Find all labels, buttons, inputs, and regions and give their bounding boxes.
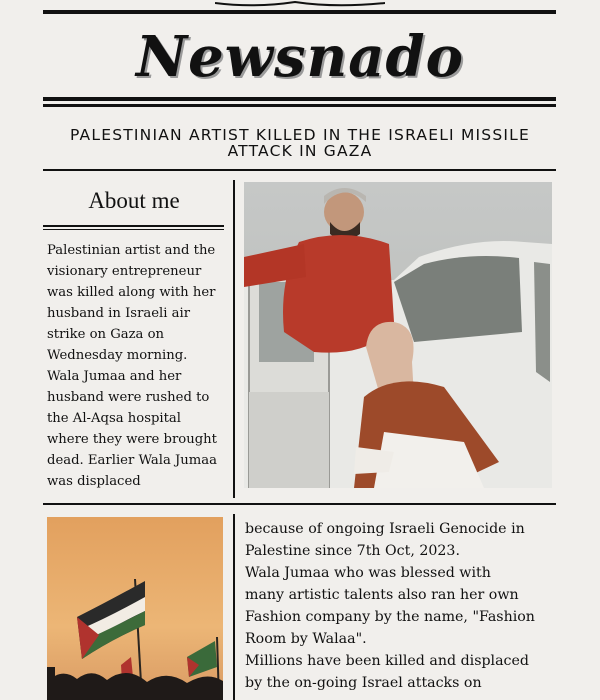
headline: PALESTINIAN ARTIST KILLED IN THE ISRAELI MISSILE ATTACK IN GAZA xyxy=(70,126,530,160)
masthead-bottom-rule xyxy=(43,97,556,101)
protest-photo xyxy=(47,517,223,700)
about-title-rule-2 xyxy=(43,229,224,230)
column-rule xyxy=(233,180,235,498)
column-rule-lower xyxy=(233,514,235,700)
main-photo xyxy=(244,182,552,488)
masthead-title: Newsnado xyxy=(135,24,465,90)
about-text: Palestinian artist and the visionary entrepreneur was killed along with her husband in Israeli air strike on Gaza on Wednesday morning. Wala Jumaa and her husband were rushed to the Al-Aqsa hospital where they were brought dead. Earlier Wala Jumaa was displaced xyxy=(47,243,218,489)
section-rule xyxy=(43,503,556,505)
masthead-top-rule xyxy=(43,10,556,14)
ornament xyxy=(215,0,385,8)
headline-rule xyxy=(43,169,556,171)
about-title-rule xyxy=(43,225,224,227)
about-title: About me xyxy=(88,188,180,213)
continued-text: because of ongoing Israeli Genocide in Palestine since 7th Oct, 2023. Wala Jumaa who was blessed with many artistic talents also ran her own Fashion company by the name, "Fashion Room by Walaa". Millions have been killed and displaced by the on-going Israel attacks on xyxy=(245,521,535,691)
masthead-bottom-rule-thin xyxy=(43,104,556,107)
